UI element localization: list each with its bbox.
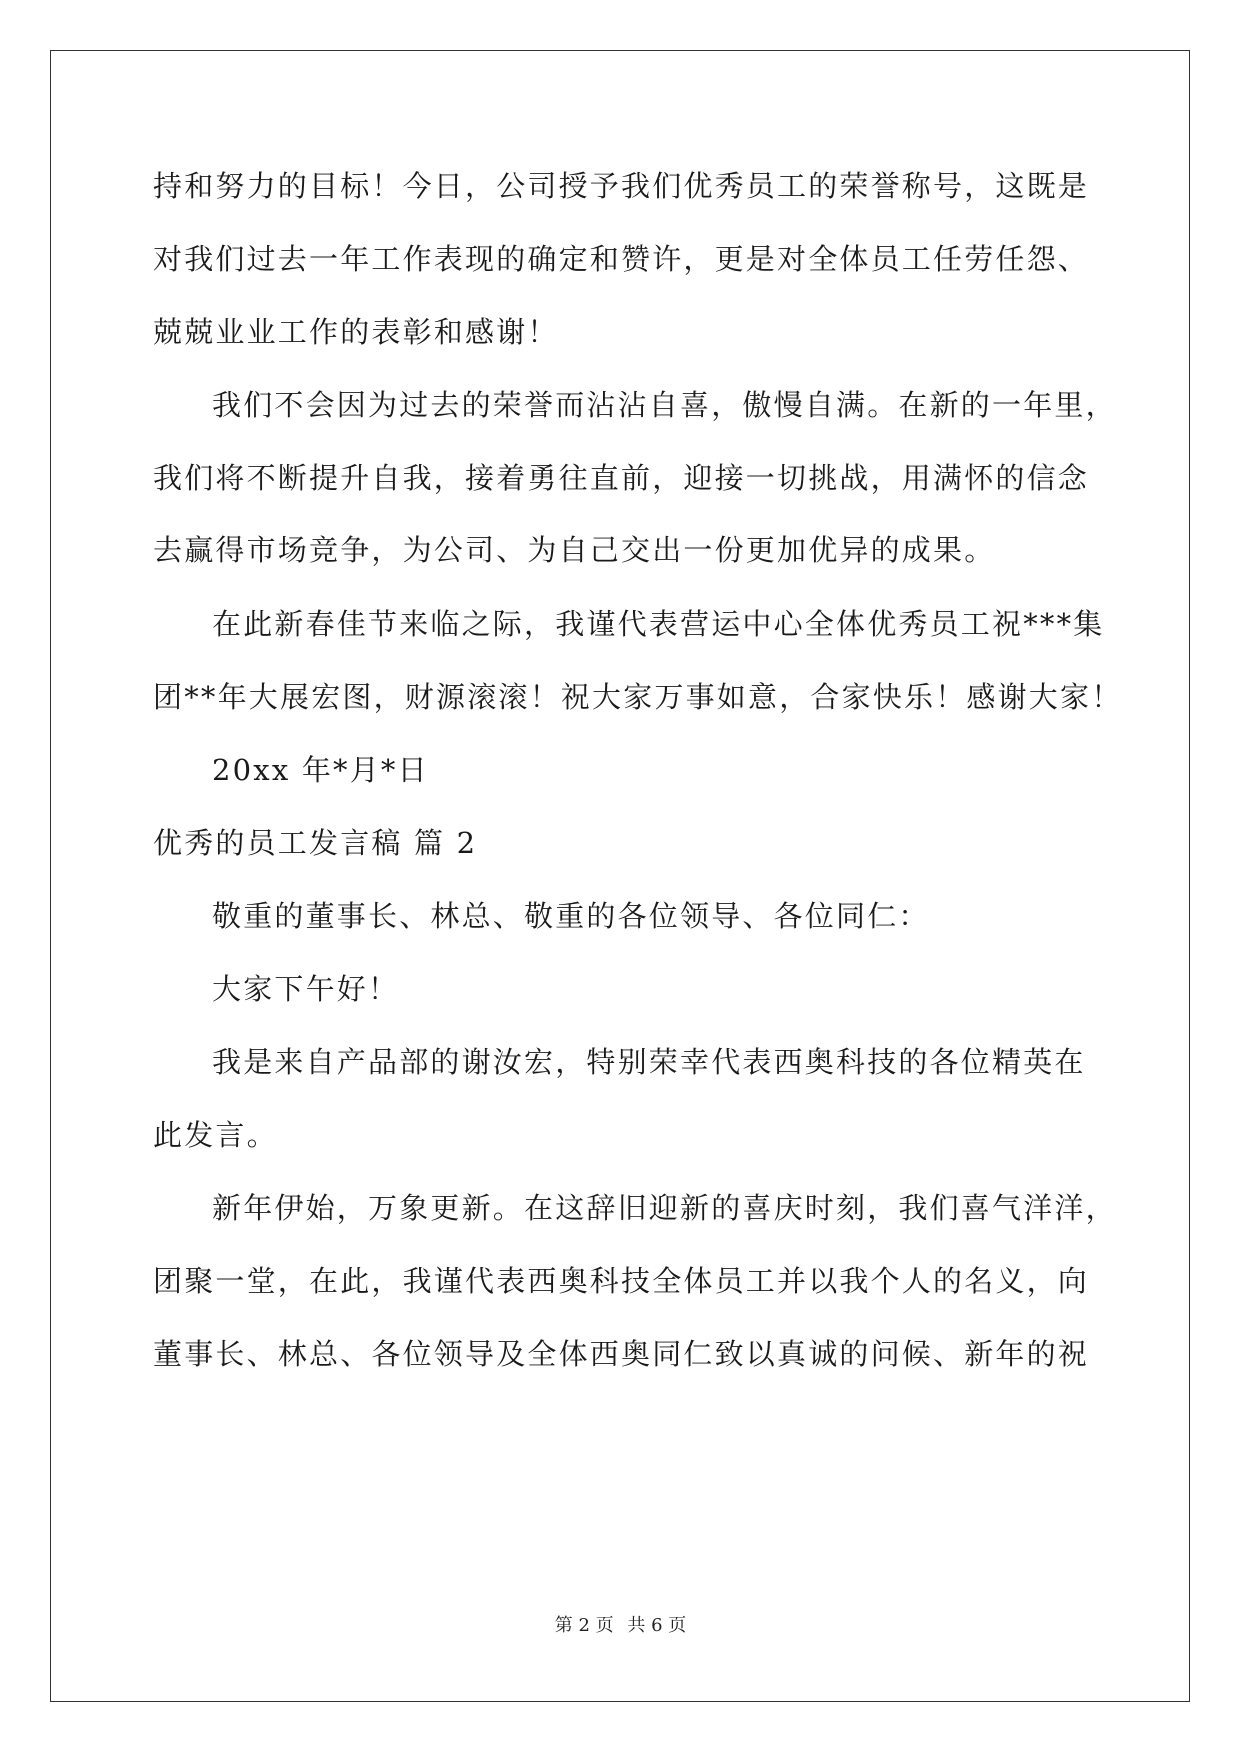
section-heading: 优秀的员工发言稿 篇 2 (153, 826, 478, 860)
page-footer (0, 1614, 1241, 1638)
paragraph-first-line: 在此新春佳节来临之际，我谨代表营运中心全体优秀员工祝***集 (212, 607, 1105, 641)
date-line: 20xx 年*月*日 (212, 753, 429, 787)
body-line: 团**年大展宏图，财源滚滚！祝大家万事如意，合家快乐！感谢大家！ (153, 680, 1123, 714)
body-line: 去赢得市场竞争，为公司、为自己交出一份更加优异的成果。 (153, 533, 996, 567)
body-line: 我们将不断提升自我，接着勇往直前，迎接一切挑战，用满怀的信念 (153, 461, 1090, 495)
body-line: 此发言。 (153, 1118, 278, 1152)
paragraph-first-line: 我们不会因为过去的荣誉而沾沾自喜，傲慢自满。在新的一年里， (212, 388, 1117, 422)
body-line: 董事长、林总、各位领导及全体西奥同仁致以真诚的问候、新年的祝 (153, 1337, 1090, 1371)
salutation-line: 敬重的董事长、林总、敬重的各位领导、各位同仁： (212, 899, 930, 933)
paragraph-first-line: 我是来自产品部的谢汝宏，特别荣幸代表西奥科技的各位精英在 (212, 1045, 1086, 1079)
body-line: 对我们过去一年工作表现的确定和赞许，更是对全体员工任劳任怨、 (153, 242, 1090, 276)
body-line: 团聚一堂，在此，我谨代表西奥科技全体员工并以我个人的名义，向 (153, 1264, 1090, 1298)
body-line: 兢兢业业工作的表彰和感谢！ (153, 315, 559, 349)
page-border (50, 50, 1190, 1702)
paragraph-first-line: 新年伊始，万象更新。在这辞旧迎新的喜庆时刻，我们喜气洋洋， (212, 1191, 1117, 1225)
greeting-line: 大家下午好！ (212, 972, 400, 1006)
body-line: 持和努力的目标！今日，公司授予我们优秀员工的荣誉称号，这既是 (153, 169, 1090, 203)
page-total: 共 6 页 (627, 1615, 687, 1636)
page-number: 第 2 页 (554, 1615, 614, 1636)
